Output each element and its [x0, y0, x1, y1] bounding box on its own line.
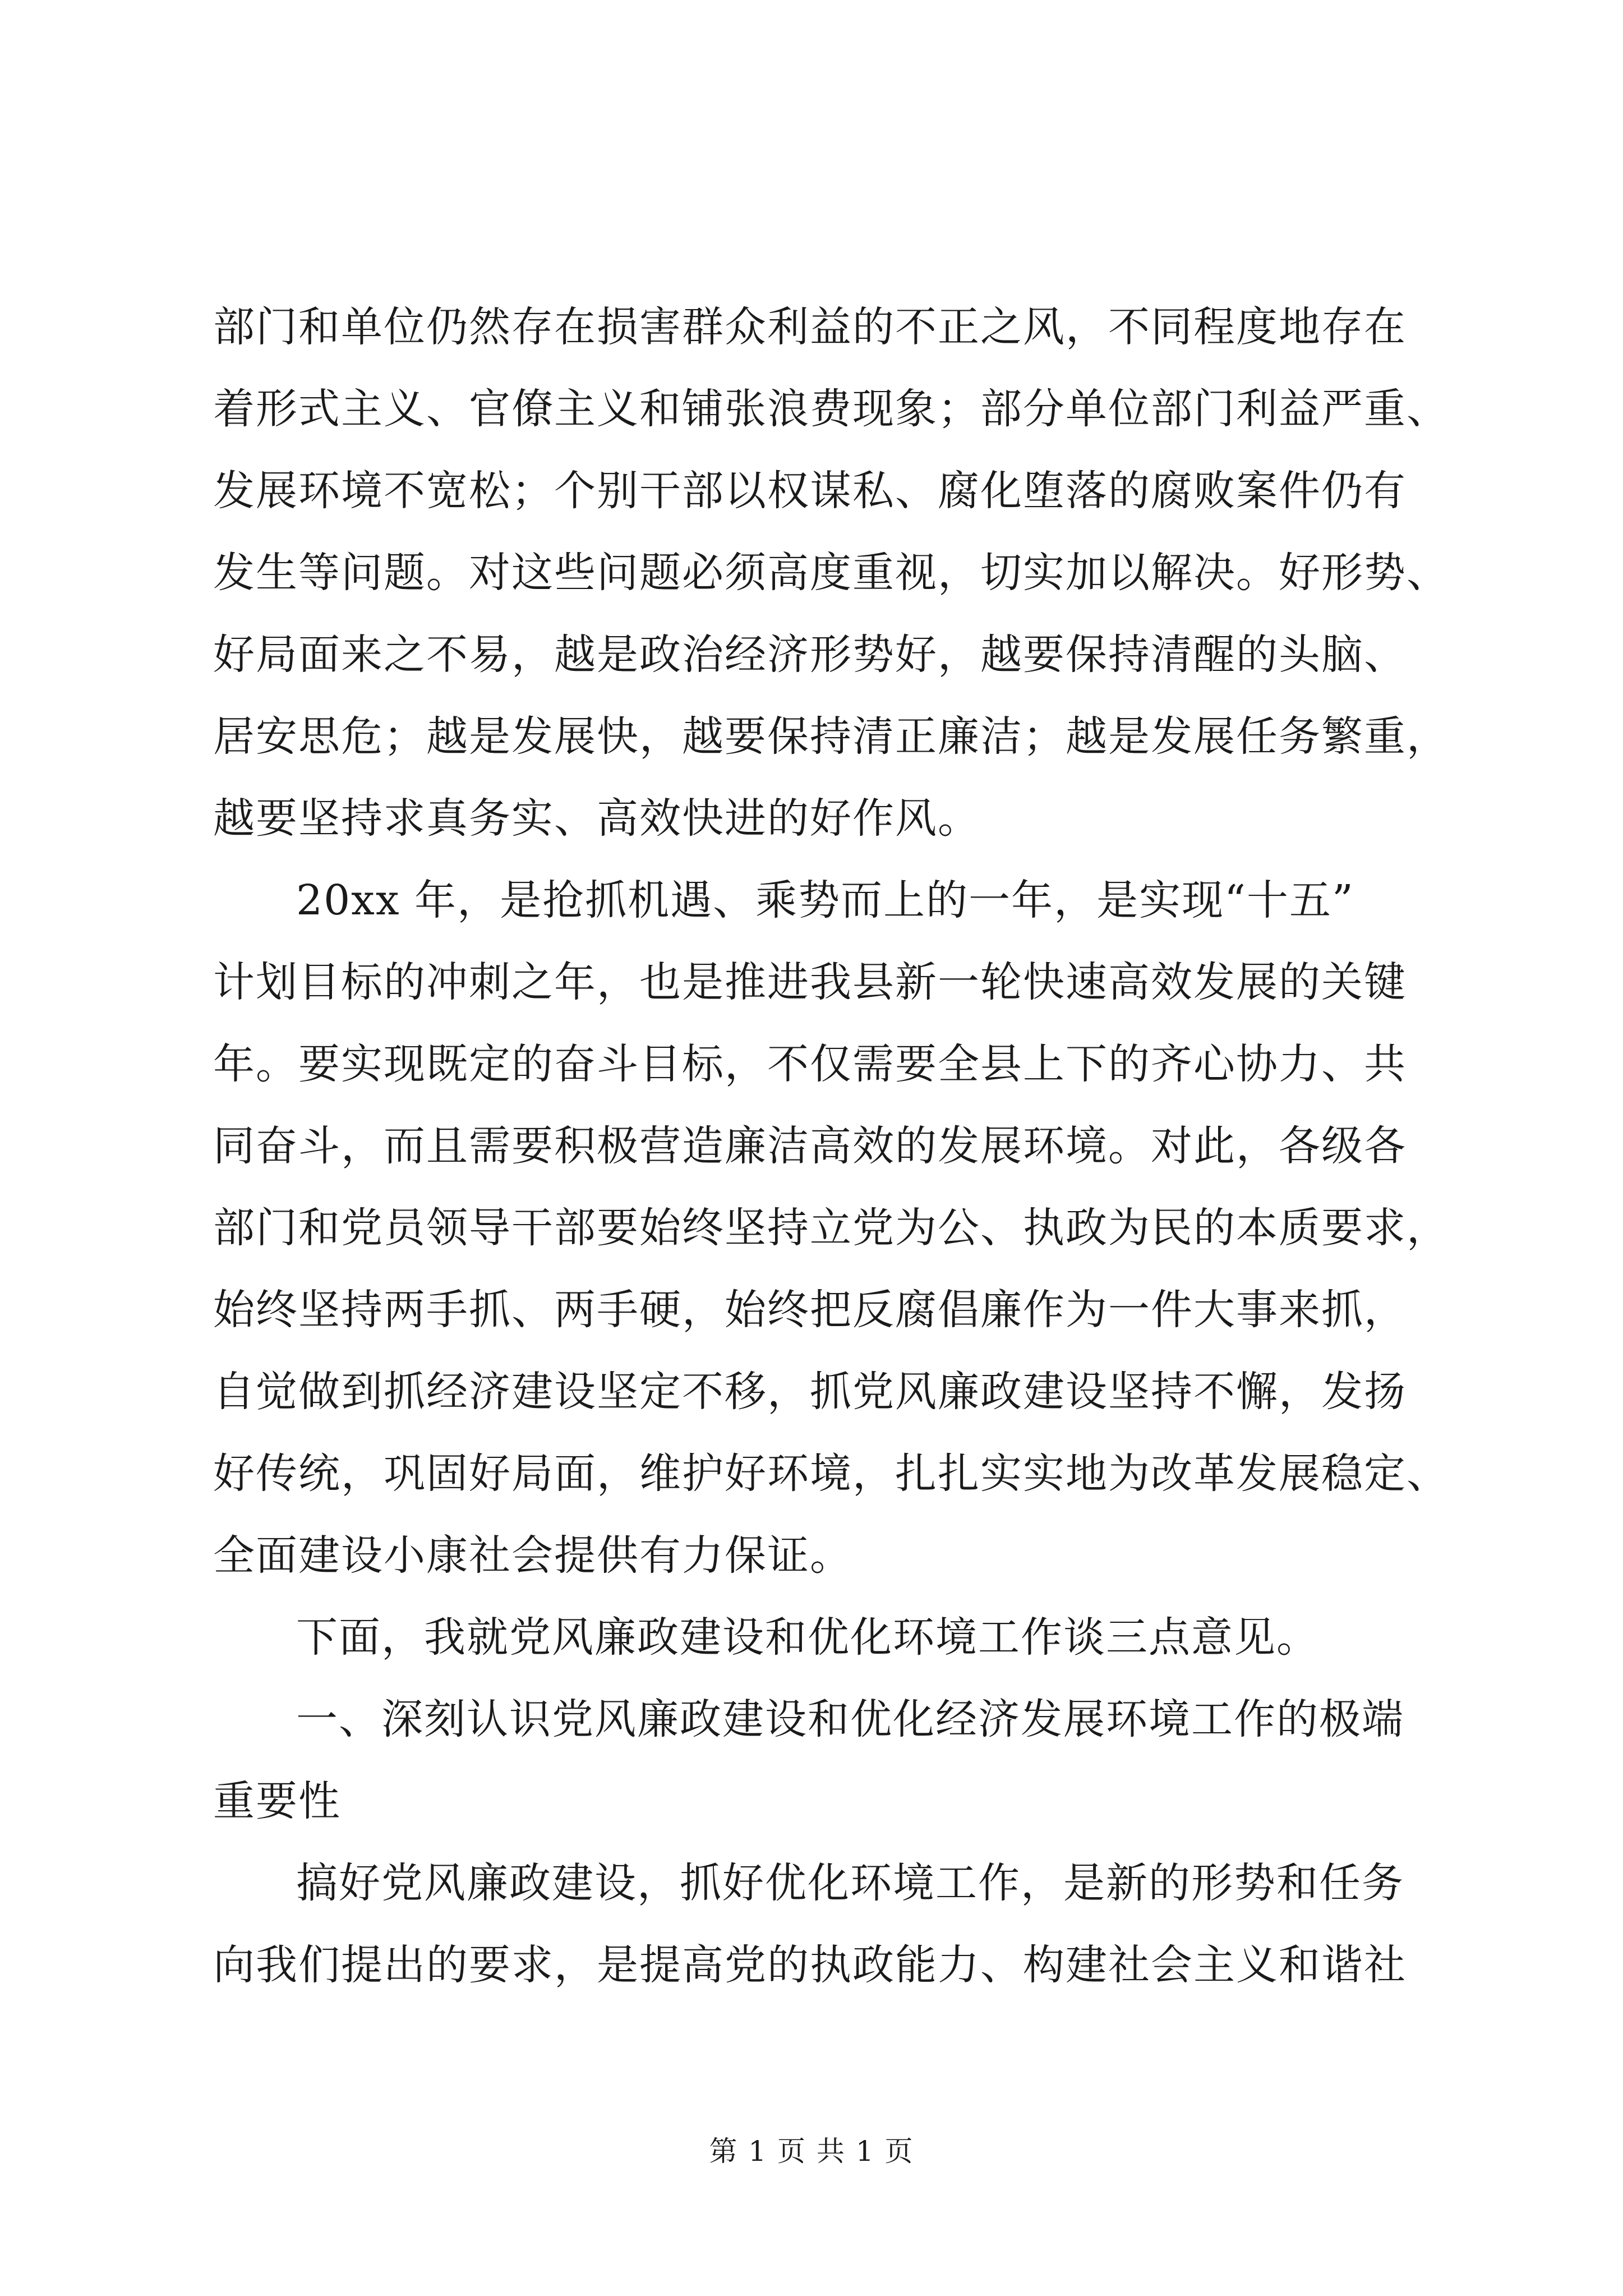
- text-line: 年。要实现既定的奋斗目标，不仅需要全县上下的齐心协力、共: [213, 1040, 1407, 1088]
- text-line: 一、深刻认识党风廉政建设和优化经济发展环境工作的极端: [296, 1695, 1404, 1743]
- text-line: 好传统，巩固好局面，维护好环境，扎扎实实地为改革发展稳定、: [213, 1450, 1449, 1498]
- text-line: 发展环境不宽松；个别干部以权谋私、腐化堕落的腐败案件仍有: [213, 467, 1407, 515]
- text-line: 发生等问题。对这些问题必须高度重视，切实加以解决。好形势、: [213, 549, 1449, 597]
- text-line: 自觉做到抓经济建设坚定不移，抓党风廉政建设坚持不懈，发扬: [213, 1368, 1407, 1416]
- text-line: 始终坚持两手抓、两手硬，始终把反腐倡廉作为一件大事来抓，: [213, 1286, 1407, 1334]
- text-line: 20xx 年，是抢抓机遇、乘势而上的一年，是实现“十五”: [296, 876, 1354, 924]
- text-line: 计划目标的冲刺之年，也是推进我县新一轮快速高效发展的关键: [213, 958, 1407, 1006]
- text-line: 部门和单位仍然存在损害群众利益的不正之风，不同程度地存在: [213, 303, 1407, 351]
- text-line: 居安思危；越是发展快，越要保持清正廉洁；越是发展任务繁重，: [213, 712, 1449, 761]
- text-line: 越要坚持求真务实、高效快进的好作风。: [213, 794, 980, 843]
- text-line: 同奋斗，而且需要积极营造廉洁高效的发展环境。对此，各级各: [213, 1122, 1407, 1170]
- text-line: 全面建设小康社会提供有力保证。: [213, 1531, 852, 1580]
- document-body: [213, 286, 1449, 2006]
- text-line: 部门和党员领导干部要始终坚持立党为公、执政为民的本质要求，: [213, 1204, 1449, 1252]
- text-line: 重要性: [213, 1777, 341, 1825]
- text-line: 搞好党风廉政建设，抓好优化环境工作，是新的形势和任务: [296, 1859, 1404, 1907]
- page-footer: 第 1 页 共 1 页: [709, 2135, 914, 2168]
- text-line: 下面，我就党风廉政建设和优化环境工作谈三点意见。: [296, 1613, 1319, 1662]
- text-line: 着形式主义、官僚主义和铺张浪费现象；部分单位部门利益严重、: [213, 385, 1449, 433]
- text-line: 好局面来之不易，越是政治经济形势好，越要保持清醒的头脑、: [213, 631, 1407, 679]
- text-line: 向我们提出的要求，是提高党的执政能力、构建社会主义和谐社: [213, 1941, 1407, 1989]
